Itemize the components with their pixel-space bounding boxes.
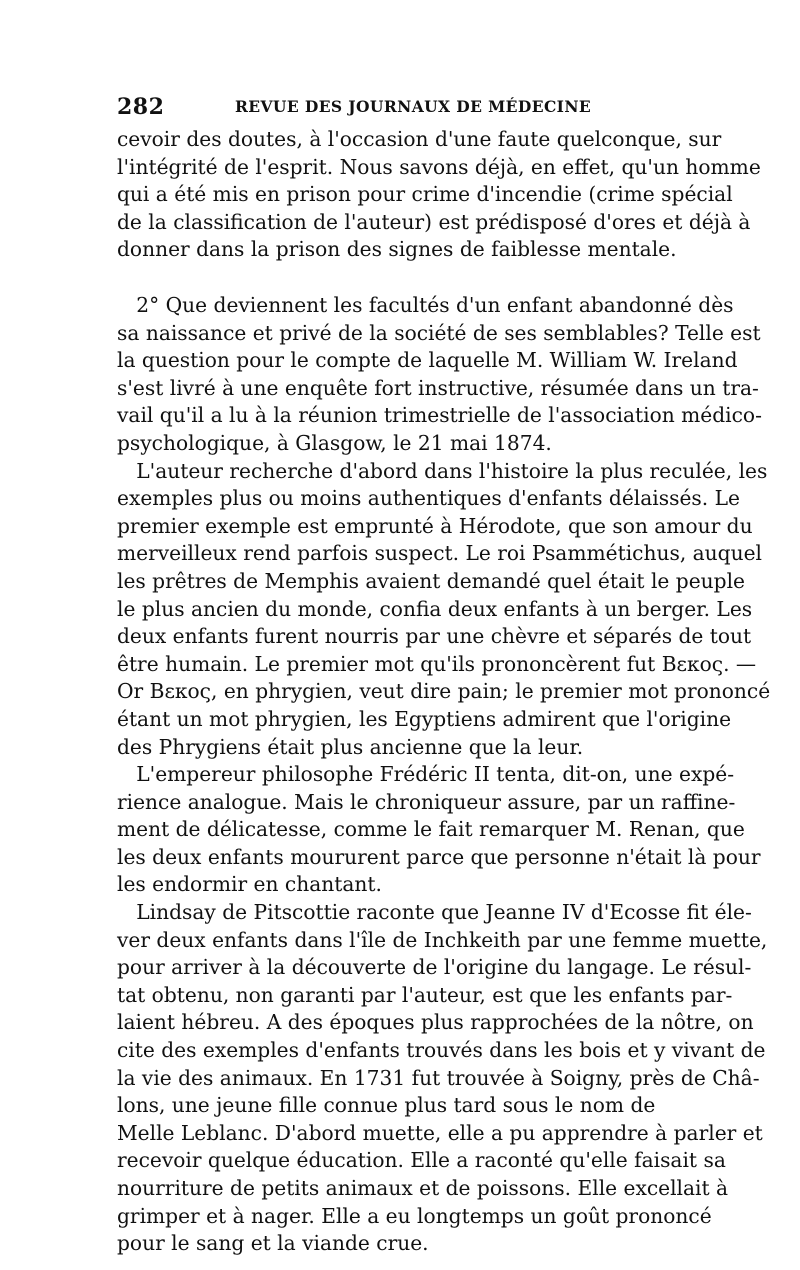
text-line: grimper et à nager. Elle a eu longtemps un goût prononcé [117,1203,712,1228]
text-line: pour le sang et la viande crue. [117,1231,429,1256]
text-line: Melle Leblanc. D'abord muette, elle a pu apprendre à parler et [117,1120,763,1145]
text-line: lons, une jeune fille connue plus tard sous le nom de [117,1093,656,1118]
text-line: sa naissance et privé de la société de ses semblables? Telle est [117,320,761,345]
text-line: cite des exemples d'enfants trouvés dans les bois et y vivant de [117,1038,766,1063]
text-line: rience analogue. Mais le chroniqueur assure, par un raffine- [117,789,736,814]
text-line: recevoir quelque éducation. Elle a raconté qu'elle faisait sa [117,1148,726,1173]
text-line: laient hébreu. A des époques plus rapprochées de la nôtre, on [117,1010,754,1035]
text-line: les endormir en chantant. [117,872,382,897]
text-block-top [117,126,761,264]
text-line: la vie des animaux. En 1731 fut trouvée à Soigny, près de Châ- [117,1065,760,1090]
page-number: 282 [117,94,165,120]
text-line: donner dans la prison des signes de faiblesse mentale. [117,237,677,262]
text-line: s'est livré à une enquête fort instructive, résumée dans un tra- [117,375,759,400]
page-header [117,90,682,120]
text-line: pour arriver à la découverte de l'origine du langage. Le résul- [117,955,752,980]
text-line: tat obtenu, non garanti par l'auteur, est que les enfants par- [117,982,733,1007]
text-line: ment de délicatesse, comme le fait remarquer M. Renan, que [117,817,745,842]
text-line: le plus ancien du monde, confia deux enfants à un berger. Les [117,596,753,621]
text-line: les prêtres de Memphis avaient demandé quel était le peuple [117,568,745,593]
text-line: étant un mot phrygien, les Egyptiens admirent que l'origine [117,706,732,731]
text-line: premier exemple est emprunté à Hérodote, que son amour du [117,513,753,538]
text-line: l'intégrité de l'esprit. Nous savons déjà, en effet, qu'un homme [117,154,761,179]
text-block-main [117,292,771,1258]
text-line: cevoir des doutes, à l'occasion d'une faute quelconque, sur [117,127,722,151]
text-line: psychologique, à Glasgow, le 21 mai 1874. [117,430,552,455]
text-line: Lindsay de Pitscottie raconte que Jeanne IV d'Ecosse fit éle- [117,900,752,925]
text-line: nourriture de petits animaux et de poissons. Elle excellait à [117,1176,729,1200]
text-line: L'empereur philosophe Frédéric II tenta, dit-on, une expé- [117,762,735,787]
text-line: qui a été mis en prison pour crime d'incendie (crime spécial [117,182,733,207]
text-line: des Phrygiens était plus ancienne que la leur. [117,734,584,759]
text-line: la question pour le compte de laquelle M. William W. Ireland [117,348,738,373]
text-line: vail qu'il a lu à la réunion trimestrielle de l'association médico- [117,403,762,428]
text-line: deux enfants furent nourris par une chèvre et séparés de tout [117,624,752,649]
text-line: les deux enfants moururent parce que personne n'était là pour [117,844,761,869]
text-line: être humain. Le premier mot qu'ils prononcèrent fut Βεκος. — [117,651,757,676]
text-line: de la classification de l'auteur) est prédisposé d'ores et déjà à [117,209,751,234]
text-line: exemples plus ou moins authentiques d'enfants délaissés. Le [117,486,740,511]
text-line: Or Βεκος, en phrygien, veut dire pain; le premier mot prononcé [117,679,771,704]
text-line: L'auteur recherche d'abord dans l'histoire la plus reculée, les [117,458,768,483]
text-line: merveilleux rend parfois suspect. Le roi Psammétichus, auquel [117,541,763,566]
running-title: REVUE DES JOURNAUX DE MÉDECINE [235,97,592,116]
text-line: 2° Que deviennent les facultés d'un enfant abandonné dès [117,293,734,317]
text-line: ver deux enfants dans l'île de Inchkeith par une femme muette, [117,927,768,952]
